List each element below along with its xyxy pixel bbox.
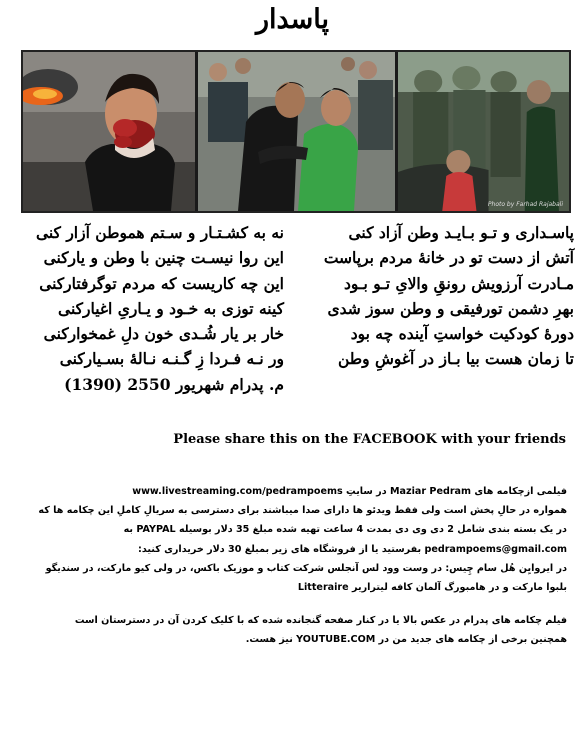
photo-injured-man (23, 52, 195, 211)
poem-line: این روا نیسـت چنین با وطن و یارکنی (43, 248, 284, 268)
poem-left-column (18, 220, 284, 397)
protest-photo-strip (21, 50, 571, 213)
poem-signature: م. پدرام شهریور 2550 (1390) (64, 374, 284, 394)
info-line: pedrampoems@gmail.com بفرستید یا از فروشگاه های زیر بمبلغ 30 دلار خریداری کنید: (137, 543, 567, 555)
poem-line: آتش از دست تو در خانۀ مردم برپاست (323, 248, 574, 268)
poem-line: کینه توزی به خـود و یـاریِ اغیارکنی (58, 298, 284, 318)
poem-line: بهرِ دشمن تورفیقی و وطن سوز شدی (327, 298, 574, 318)
info-line: فیلمی ازچکامه های Maziar Pedram در سایتِ www.livestreaming.com/pedrampoems (132, 486, 567, 497)
photo-arrest (198, 52, 395, 211)
paragraph-gap (22, 597, 567, 611)
poem-line: نه به کشـتـار و سـتم هموطن آزار کنی (35, 223, 284, 242)
poem-right-column (308, 220, 574, 372)
photo-credit: Photo by Farhad Rajabali (487, 201, 563, 208)
info-line: همچنین برخی از چکامه های جدید من در YOUTUBE.COM نیز هست. (245, 634, 567, 646)
share-notice: Please share this on the FACEBOOK with your friends (173, 432, 566, 447)
photo-riot-police (398, 52, 569, 211)
poem-line: پاسـداری و تـو بـایـد وطن آزاد کنی (348, 223, 574, 242)
poem-line: این چه کاریست که مردم توگرفتارکنی (39, 273, 284, 293)
poem-line: تا زمان هست بیا بـاز در آغوشِ وطن (337, 349, 574, 369)
info-line: بلبوا مارکت و در هامبورگ آلمان کافه لیتراریر Litteraire (297, 582, 567, 594)
page-title: پاسدار (255, 4, 330, 35)
poem-line: ور نـه فـردا زِ گـنـه نـالۀ بسـیارکنی (59, 349, 284, 369)
poem (18, 220, 574, 430)
info-line: در ایروایِن هُل سام چِیس: در وست وود لس آنجلس شرکت کتاب و موزیک باکس، در ولی کیو مارکت، در سندیگو (45, 562, 567, 574)
poem-line: دورۀ کودکیت خواستِ آینده چه بود (350, 324, 574, 344)
poem-line: خار بر یار شُـدی خون دلِ غمخوارکنی (43, 324, 284, 344)
poem-line: مـادرت آرزویش رونقِ والایِ تـو بـود (344, 273, 574, 293)
info-line: در یک بسته بندی شامل 2 دی وی دی بمدت 4 ساعت تهیه شده مبلغ 35 دلار بوسیله PAYPAL به (123, 524, 567, 536)
info-line: فیلم چکامه های پدرام در عکس بالا یا در کنار صفحه گنجانده شده که با کلیک کردن آن در دسترستان است (74, 615, 567, 627)
info-line: همواره در حالِ پخش است ولی فقط ویدئو ها دارای صدا میباشند برای دسترسی به سریالِ کاملِ این چکامه ها که (38, 505, 567, 517)
info-section (22, 482, 567, 650)
